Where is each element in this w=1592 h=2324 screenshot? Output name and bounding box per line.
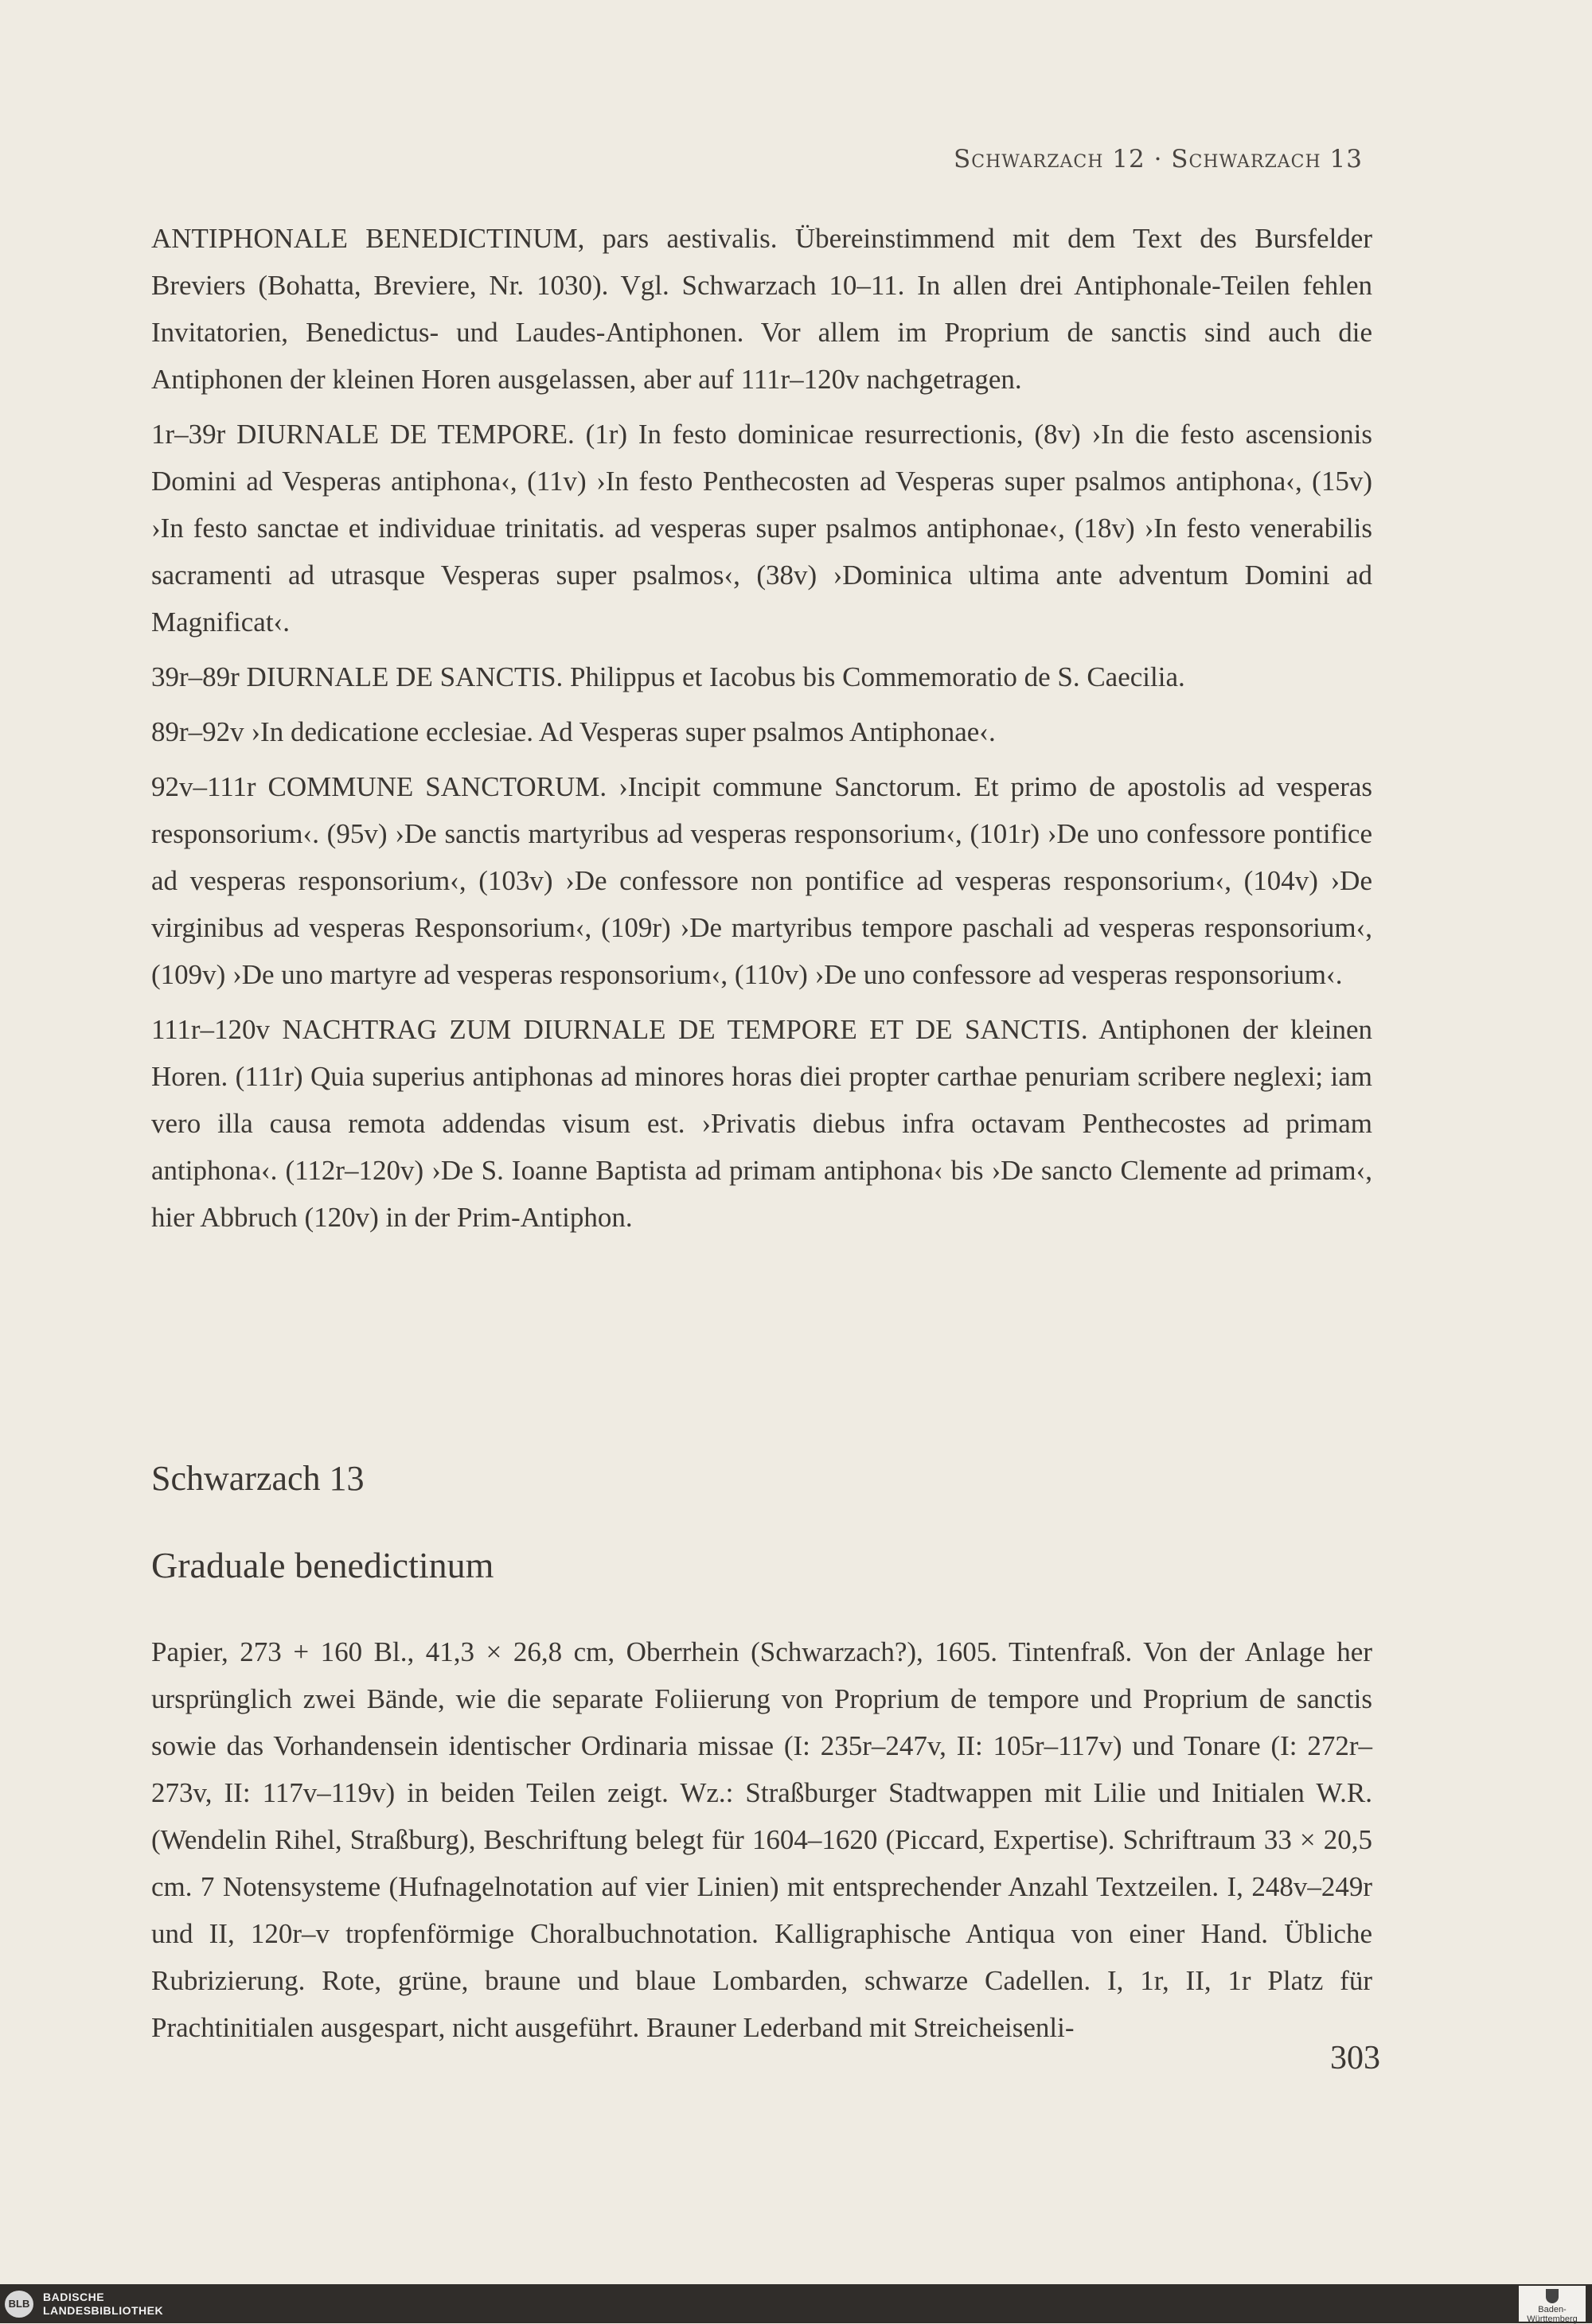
library-name xyxy=(43,2291,163,2318)
section-diurnale-de-tempore: 1r–39r DIURNALE DE TEMPORE. (1r) In festo dominicae resurrectionis, (8v) ›In die festo ascensionis Domini ad Vesperas antiphona‹, (11v) ›In festo Penthecosten ad Vesperas super psalmos antiphona‹, (15v) ›In festo sanctae et individuae trinitatis. ad vesperas super psalmos antiphonae‹, (18v) ›In festo venerabilis sacramenti ad utrasque Vesperas super psalmos‹, (38v) ›Dominica ultima ante adventum Domini ad Magnificat‹. xyxy=(151,419,1372,638)
section-diurnale-de-sanctis: 39r–89r DIURNALE DE SANCTIS. Philippus et Iacobus bis Commemoratio de S. Caecilia. xyxy=(151,661,1185,692)
codicological-description: Papier, 273 + 160 Bl., 41,3 × 26,8 cm, Oberrhein (Schwarzach?), 1605. Tintenfraß. Von der Anlage her ursprünglich zwei Bände, wie die separate Foliierung von Proprium de tempore und Proprium de sanctis sowie das Vorhandensein identischer Ordinaria missae (I: 235r–247v, II: 105r–117v) und Tonare (I: 272r–273v, II: 117v–119v) in beiden Teilen zeigt. Wz.: Straßburger Stadtwappen mit Lilie und Initialen W.R. (Wendelin Rihel, Straßburg), Beschriftung belegt für 1604–1620 (Piccard, Expertise). Schriftraum 33 × 20,5 cm. 7 Notensysteme (Hufnagelnotation auf vier Linien) mit entsprechender Anzahl Textzeilen. I, 248v–249r und II, 120r–v tropfenförmige Choralbuchnotation. Kalligraphische Antiqua von einer Hand. Übliche Rubrizierung. Rote, grüne, braune und blaue Lombarden, schwarze Cadellen. I, 1r, II, 1r Platz für Prachtinitialen ausgespart, nicht ausgeführt. Brauner Lederband mit Streicheisenli- xyxy=(151,1636,1372,2043)
coat-of-arms-icon xyxy=(1546,2289,1559,2303)
entry-intro: ANTIPHONALE BENEDICTINUM, pars aestivalis. Übereinstimmend mit dem Text des Bursfelder Breviers (Bohatta, Breviere, Nr. 1030). Vgl. Schwarzach 10–11. In allen drei Antiphonale-Teilen fehlen Invitatorien, Benedictus- und Laudes-Antiphonen. Vor allem im Proprium de sanctis sind auch die Antiphonen der kleinen Horen ausgelassen, aber auf 111r–120v nachgetragen. xyxy=(151,223,1372,395)
footer-bar xyxy=(0,2284,1592,2323)
blb-logo-icon[interactable]: BLB xyxy=(5,2291,33,2318)
state-logo-label: Baden-Württemberg xyxy=(1527,2305,1578,2324)
library-name-line1: BADISCHE xyxy=(43,2291,105,2303)
state-logo[interactable] xyxy=(1519,2286,1586,2322)
section-nachtrag: 111r–120v NACHTRAG ZUM DIURNALE DE TEMPORE ET DE SANCTIS. Antiphonen der kleinen Horen. (111r) Quia superius antiphonas ad minores horas diei propter carthae penuriam scribere neglexi; iam vero illa causa remota addendas visum est. ›Privatis diebus infra octavam Penthecostes ad primam antiphona‹. (112r–120v) ›De S. Ioanne Baptista ad primam antiphona‹ bis ›De sancto Clemente ad primam‹, hier Abbruch (120v) in der Prim-Antiphon. xyxy=(151,1014,1372,1233)
entry-schwarzach-13 xyxy=(151,1628,1372,2051)
section-commune-sanctorum: 92v–111r COMMUNE SANCTORUM. ›Incipit commune Sanctorum. Et primo de apostolis ad vesperas responsorium‹. (95v) ›De sanctis martyribus ad vesperas responsorium‹, (101r) ›De uno confessore pontifice ad vesperas responsorium‹, (103v) ›De confessore non pontifice ad vesperas responsorium‹, (104v) ›De virginibus ad vesperas Responsorium‹, (109r) ›De martyribus tempore paschali ad vesperas responsorium‹, (109v) ›De uno martyre ad vesperas responsorium‹, (110v) ›De uno confessore ad vesperas responsorium‹. xyxy=(151,771,1372,990)
entry-schwarzach-12 xyxy=(151,215,1372,1241)
library-name-line2: LANDESBIBLIOTHEK xyxy=(43,2304,164,2317)
entry-heading: Schwarzach 13 xyxy=(151,1459,365,1498)
running-head: Schwarzach 12 · Schwarzach 13 xyxy=(954,145,1363,174)
section-in-dedicatione: 89r–92v ›In dedicatione ecclesiae. Ad Vesperas super psalmos Antiphonae‹. xyxy=(151,716,996,747)
page-number: 303 xyxy=(1330,2040,1380,2076)
entry-title: Graduale benedictinum xyxy=(151,1545,494,1585)
